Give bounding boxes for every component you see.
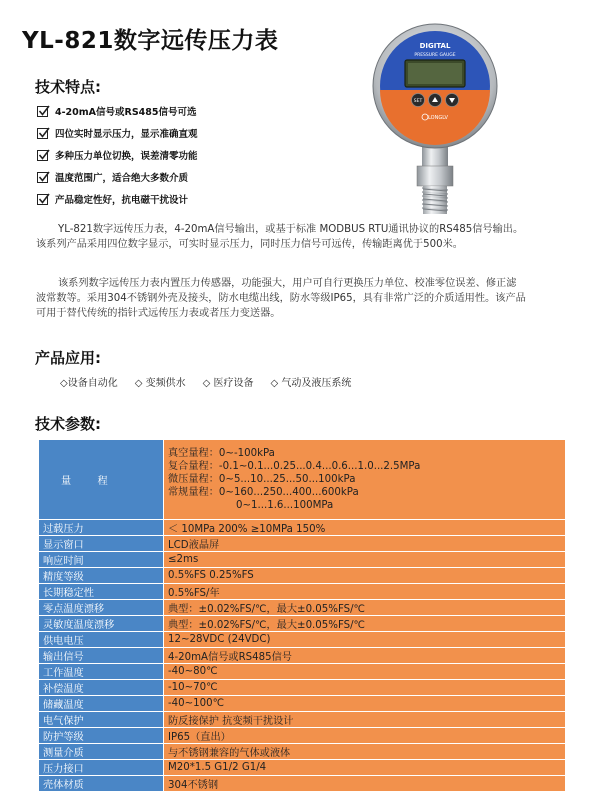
spec-table [38, 439, 566, 792]
spec-value: -40~80℃ [164, 664, 566, 680]
range-line: 常规量程：0~160...250...400...600kPa [168, 487, 359, 498]
table-row [39, 440, 566, 520]
spec-key: 电气保护 [39, 712, 164, 728]
spec-key: 壳体材质 [39, 776, 164, 792]
svg-text:SET: SET [413, 99, 423, 104]
spec-value: 0.5%FS/年 [164, 584, 566, 600]
spec-key: 显示窗口 [39, 536, 164, 552]
table-row [39, 728, 566, 744]
gauge-brand-text: DIGITAL [419, 42, 451, 50]
intro-paragraph: YL-821数字远传压力表，4-20mA信号输出，或基于标准 MODBUS RTU通讯协议的RS485信号输出。该系列产品采用四位数字显示，可实时显示压力，同时压力信号可远传，传输距离优于500米。 [36, 224, 524, 250]
range-label-cell: 量 程 [39, 440, 164, 520]
features-list [37, 100, 357, 210]
table-row [39, 776, 566, 792]
feature-text: 温度范围广，适合绝大多数介质 [55, 173, 189, 184]
table-row [39, 552, 566, 568]
spec-key: 压力接口 [39, 760, 164, 776]
range-line: 微压量程：0~5...10...25...50...100kPa [168, 474, 356, 485]
spec-value: 与不锈钢兼容的气体或液体 [164, 744, 566, 760]
checkbox-checked-icon [37, 127, 50, 140]
applications-heading: 产品应用: [35, 349, 101, 367]
spec-value: -40~100℃ [164, 696, 566, 712]
spec-value: 4-20mA信号或RS485信号 [164, 648, 566, 664]
spec-value: 典型：±0.02%FS/℃，最大±0.05%FS/℃ [164, 600, 566, 616]
spec-key: 过载压力 [39, 520, 164, 536]
feature-item [37, 144, 357, 166]
range-value-cell [164, 440, 566, 520]
feature-text: 4-20mA信号或RS485信号可选 [55, 107, 197, 118]
applications-list [60, 374, 368, 389]
table-row [39, 744, 566, 760]
spec-value: ≤2ms [164, 552, 566, 568]
application-item: ◇ 气动及液压系统 [270, 378, 352, 389]
svg-text:PRESSURE GAUGE: PRESSURE GAUGE [414, 53, 456, 58]
table-row [39, 648, 566, 664]
application-item: ◇ 医疗设备 [202, 378, 254, 389]
spec-value: -10~70℃ [164, 680, 566, 696]
feature-text: 四位实时显示压力，显示准确直观 [55, 129, 198, 140]
feature-item [37, 122, 357, 144]
range-line: 真空量程：0~-100kPa [168, 448, 275, 459]
spec-key: 测量介质 [39, 744, 164, 760]
spec-value: 典型：±0.02%FS/℃，最大±0.05%FS/℃ [164, 616, 566, 632]
table-row [39, 664, 566, 680]
spec-value: LCD液晶屏 [164, 536, 566, 552]
range-line: 0~1...1.6...100MPa [236, 500, 334, 511]
parameters-heading: 技术参数: [35, 415, 101, 433]
spec-key: 输出信号 [39, 648, 164, 664]
spec-key: 零点温度漂移 [39, 600, 164, 616]
feature-item [37, 100, 357, 122]
table-row [39, 600, 566, 616]
spec-value: 304不锈钢 [164, 776, 566, 792]
table-row [39, 584, 566, 600]
description-paragraph: 该系列数字远传压力表内置压力传感器，功能强大，用户可自行更换压力单位、校准零位误差、修正滤波常数等。采用304不锈钢外壳及接头，防水电缆出线，防水等级IP65，具有非常广泛的介质适用性。该产品可用于替代传统的指针式远传压力表或者压力变送器。 [36, 278, 526, 319]
spec-value: 0.5%FS 0.25%FS [164, 568, 566, 584]
table-row [39, 520, 566, 536]
spec-value: 防反接保护 抗变频干扰设计 [164, 712, 566, 728]
spec-key: 补偿温度 [39, 680, 164, 696]
spec-key: 精度等级 [39, 568, 164, 584]
spec-key: 储藏温度 [39, 696, 164, 712]
table-row [39, 632, 566, 648]
spec-key: 工作温度 [39, 664, 164, 680]
application-item: ◇ 变频供水 [134, 378, 186, 389]
table-row [39, 760, 566, 776]
application-item: ◇设备自动化 [60, 378, 118, 389]
table-row [39, 568, 566, 584]
range-line: 复合量程：-0.1~0.1...0.25...0.4...0.6...1.0...2.5MPa [168, 461, 421, 472]
table-row [39, 536, 566, 552]
spec-key: 响应时间 [39, 552, 164, 568]
page-title: YL-821数字远传压力表 [22, 28, 279, 54]
spec-value: M20*1.5 G1/2 G1/4 [164, 760, 566, 776]
spec-key: 供电电压 [39, 632, 164, 648]
checkbox-checked-icon [37, 105, 50, 118]
table-row [39, 712, 566, 728]
svg-text:LONGLV: LONGLV [428, 115, 448, 121]
digital-pressure-gauge-image [370, 20, 500, 216]
checkbox-checked-icon [37, 171, 50, 184]
feature-item [37, 188, 357, 210]
checkbox-checked-icon [37, 193, 50, 206]
checkbox-checked-icon [37, 149, 50, 162]
feature-text: 多种压力单位切换，误差清零功能 [55, 151, 198, 162]
spec-value: IP65（直出） [164, 728, 566, 744]
spec-value: ＜ 10MPa 200% ≥10MPa 150% [164, 520, 566, 536]
spec-key: 防护等级 [39, 728, 164, 744]
table-row [39, 696, 566, 712]
spec-value: 12~28VDC (24VDC) [164, 632, 566, 648]
table-row [39, 680, 566, 696]
table-row [39, 616, 566, 632]
feature-item [37, 166, 357, 188]
spec-key: 灵敏度温度漂移 [39, 616, 164, 632]
spec-key: 长期稳定性 [39, 584, 164, 600]
feature-text: 产品稳定性好，抗电磁干扰设计 [55, 195, 189, 206]
features-heading: 技术特点: [35, 78, 101, 96]
